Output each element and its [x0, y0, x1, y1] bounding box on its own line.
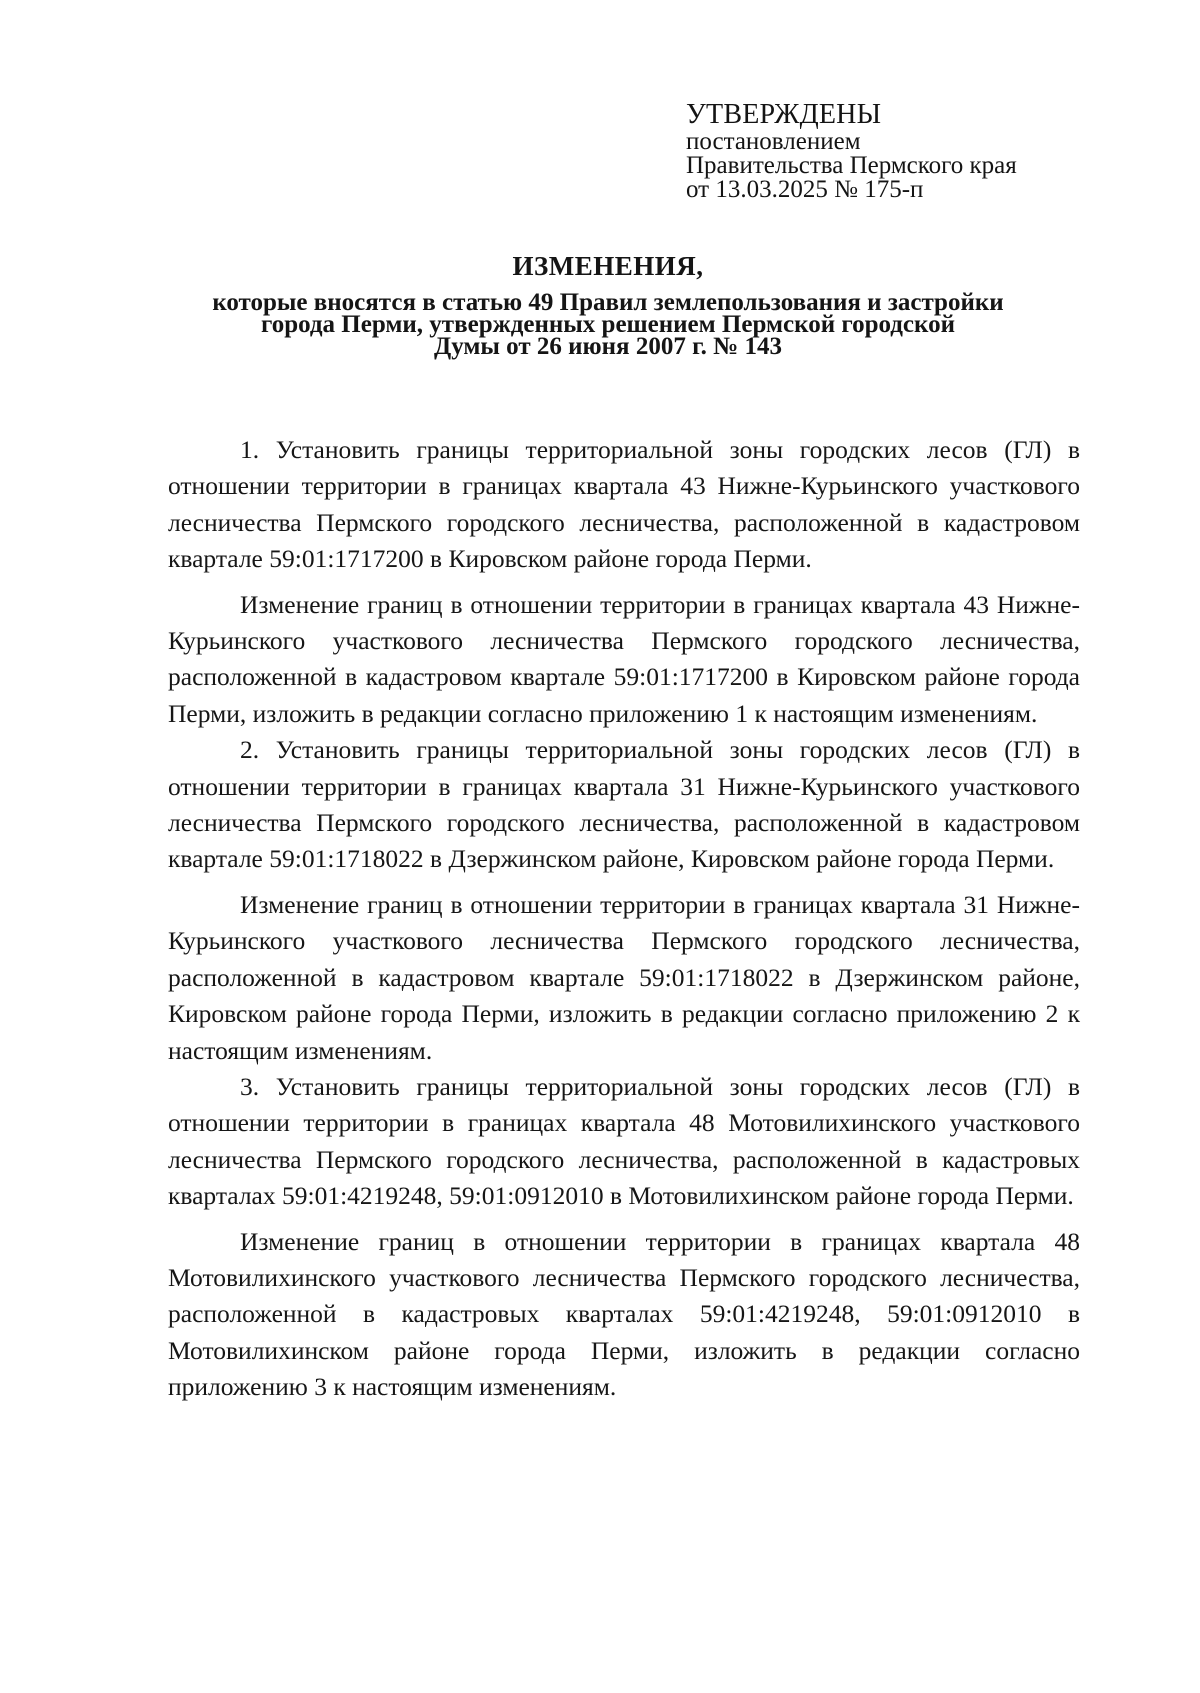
- paragraph-6: Изменение границ в отношении территории в границах квартала 48 Мотовилихинского участкового лесничества Пермского городского лесничества, расположенной в кадастровых кварталах 59:01:4219248, 59:01:0912010 в Мотовилихинском районе города Перми, изложить в редакции согласно приложению 3 к настоящим изменениям.: [168, 1226, 1080, 1402]
- document-subtitle: [150, 289, 1066, 360]
- document-heading: [150, 249, 1066, 358]
- approval-line-3: от 13.03.2025 № 175-п: [686, 176, 924, 203]
- subtitle-line-1: которые вносятся в статью 49 Правил землепользования и застройки: [212, 289, 1004, 316]
- approval-line-2: Правительства Пермского края: [686, 152, 1017, 179]
- approval-line-1: постановлением: [686, 128, 861, 155]
- approval-title: УТВЕРЖДЕНЫ: [686, 99, 882, 130]
- document-title: ИЗМЕНЕНИЯ,: [512, 251, 704, 281]
- subtitle-line-3: Думы от 26 июня 2007 г. № 143: [434, 333, 782, 360]
- paragraph-3: 2. Установить границы территориальной зоны городских лесов (ГЛ) в отношении территории в границах квартала 31 Нижне-Курьинского участкового лесничества Пермского городского лесничества, расположенной в кадастровом квартале 59:01:1718022 в Дзержинском районе, Кировском районе города Перми.: [168, 735, 1080, 874]
- paragraph-4: Изменение границ в отношении территории в границах квартала 31 Нижне-Курьинского участкового лесничества Пермского городского лесничества, расположенной в кадастровом квартале 59:01:1718022 в Дзержинском районе, Кировском районе города Перми, изложить в редакции согласно приложению 2 к настоящим изменениям.: [168, 889, 1080, 1065]
- paragraph-2: Изменение границ в отношении территории в границах квартала 43 Нижне-Курьинского участкового лесничества Пермского городского лесничества, расположенной в кадастровом квартале 59:01:1717200 в Кировском районе города Перми, изложить в редакции согласно приложению 1 к настоящим изменениям.: [168, 589, 1080, 728]
- approval-stamp: [686, 100, 1126, 202]
- subtitle-line-2: города Перми, утвержденных решением Пермской городской: [261, 311, 955, 338]
- paragraph-5: 3. Установить границы территориальной зоны городских лесов (ГЛ) в отношении территории в границах квартала 48 Мотовилихинского участкового лесничества Пермского городского лесничества, расположенной в кадастровых кварталах 59:01:4219248, 59:01:0912010 в Мотовилихинском районе города Перми.: [168, 1071, 1080, 1211]
- paragraph-1: 1. Установить границы территориальной зоны городских лесов (ГЛ) в отношении территории в границах квартала 43 Нижне-Курьинского участкового лесничества Пермского городского лесничества, расположенной в кадастровом квартале 59:01:1717200 в Кировском районе города Перми.: [168, 435, 1080, 574]
- document-body: [168, 432, 1080, 1406]
